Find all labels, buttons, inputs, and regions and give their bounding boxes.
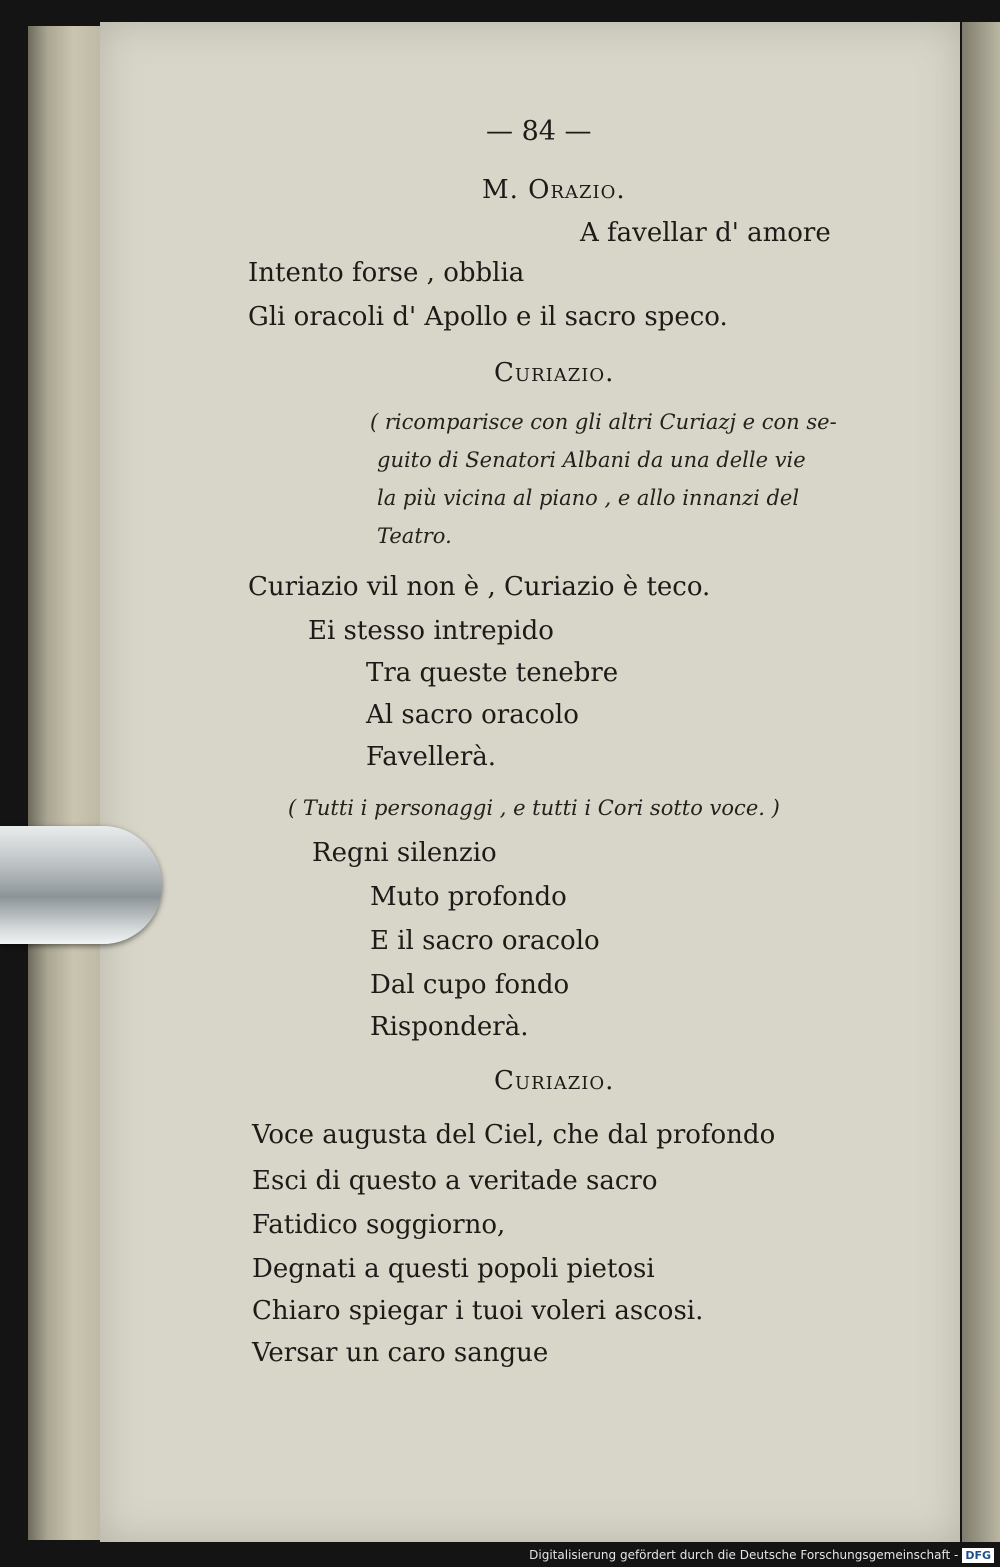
verse-line: A favellar d' amore xyxy=(580,218,831,248)
verse-line: Voce augusta del Ciel, che dal profondo xyxy=(252,1120,776,1150)
book-page xyxy=(100,22,960,1542)
verse-line: Fatidico soggiorno, xyxy=(252,1210,506,1240)
verse-line: Tra queste tenebre xyxy=(366,658,619,688)
speaker-heading: M. Orazio. xyxy=(482,175,626,205)
stage-direction: la più vicina al piano , e allo innanzi del xyxy=(377,486,800,510)
stage-direction: guito di Senatori Albani da una delle vie xyxy=(377,448,806,472)
page-number: — 84 — xyxy=(486,116,592,147)
verse-line: Degnati a questi popoli pietosi xyxy=(252,1254,655,1284)
dfg-logo: DFG xyxy=(962,1548,994,1563)
verse-line: E il sacro oracolo xyxy=(370,926,600,956)
stage-direction: ( ricomparisce con gli altri Curiazj e con se- xyxy=(370,410,837,434)
verse-line: Ei stesso intrepido xyxy=(308,616,554,646)
verse-line: Gli oracoli d' Apollo e il sacro speco. xyxy=(248,302,728,332)
verse-line: Esci di questo a veritade sacro xyxy=(252,1166,658,1196)
speaker-heading: Curiazio. xyxy=(494,1066,615,1096)
verse-line: Favellerà. xyxy=(366,742,497,772)
page-holder-clip xyxy=(0,826,162,944)
stage-direction: ( Tutti i personaggi , e tutti i Cori sotto voce. ) xyxy=(288,796,780,820)
verse-line: Curiazio vil non è , Curiazio è teco. xyxy=(248,572,711,602)
stage-direction: Teatro. xyxy=(377,524,452,548)
verse-line: Muto profondo xyxy=(370,882,567,912)
verse-line: Chiaro spiegar i tuoi voleri ascosi. xyxy=(252,1296,704,1326)
digitization-footer xyxy=(529,1547,994,1563)
verse-line: Intento forse , obblia xyxy=(248,258,525,288)
verse-line: Regni silenzio xyxy=(312,838,497,868)
verse-line: Dal cupo fondo xyxy=(370,970,570,1000)
verse-line: Versar un caro sangue xyxy=(252,1338,549,1368)
verse-line: Risponderà. xyxy=(370,1012,529,1042)
page-block-edge xyxy=(28,26,104,1540)
speaker-heading: Curiazio. xyxy=(494,358,615,388)
footer-credit: Digitalisierung gefördert durch die Deutsche Forschungsgemeinschaft - xyxy=(529,1548,959,1562)
verse-line: Al sacro oracolo xyxy=(366,700,579,730)
adjacent-page-edge xyxy=(962,22,1000,1542)
